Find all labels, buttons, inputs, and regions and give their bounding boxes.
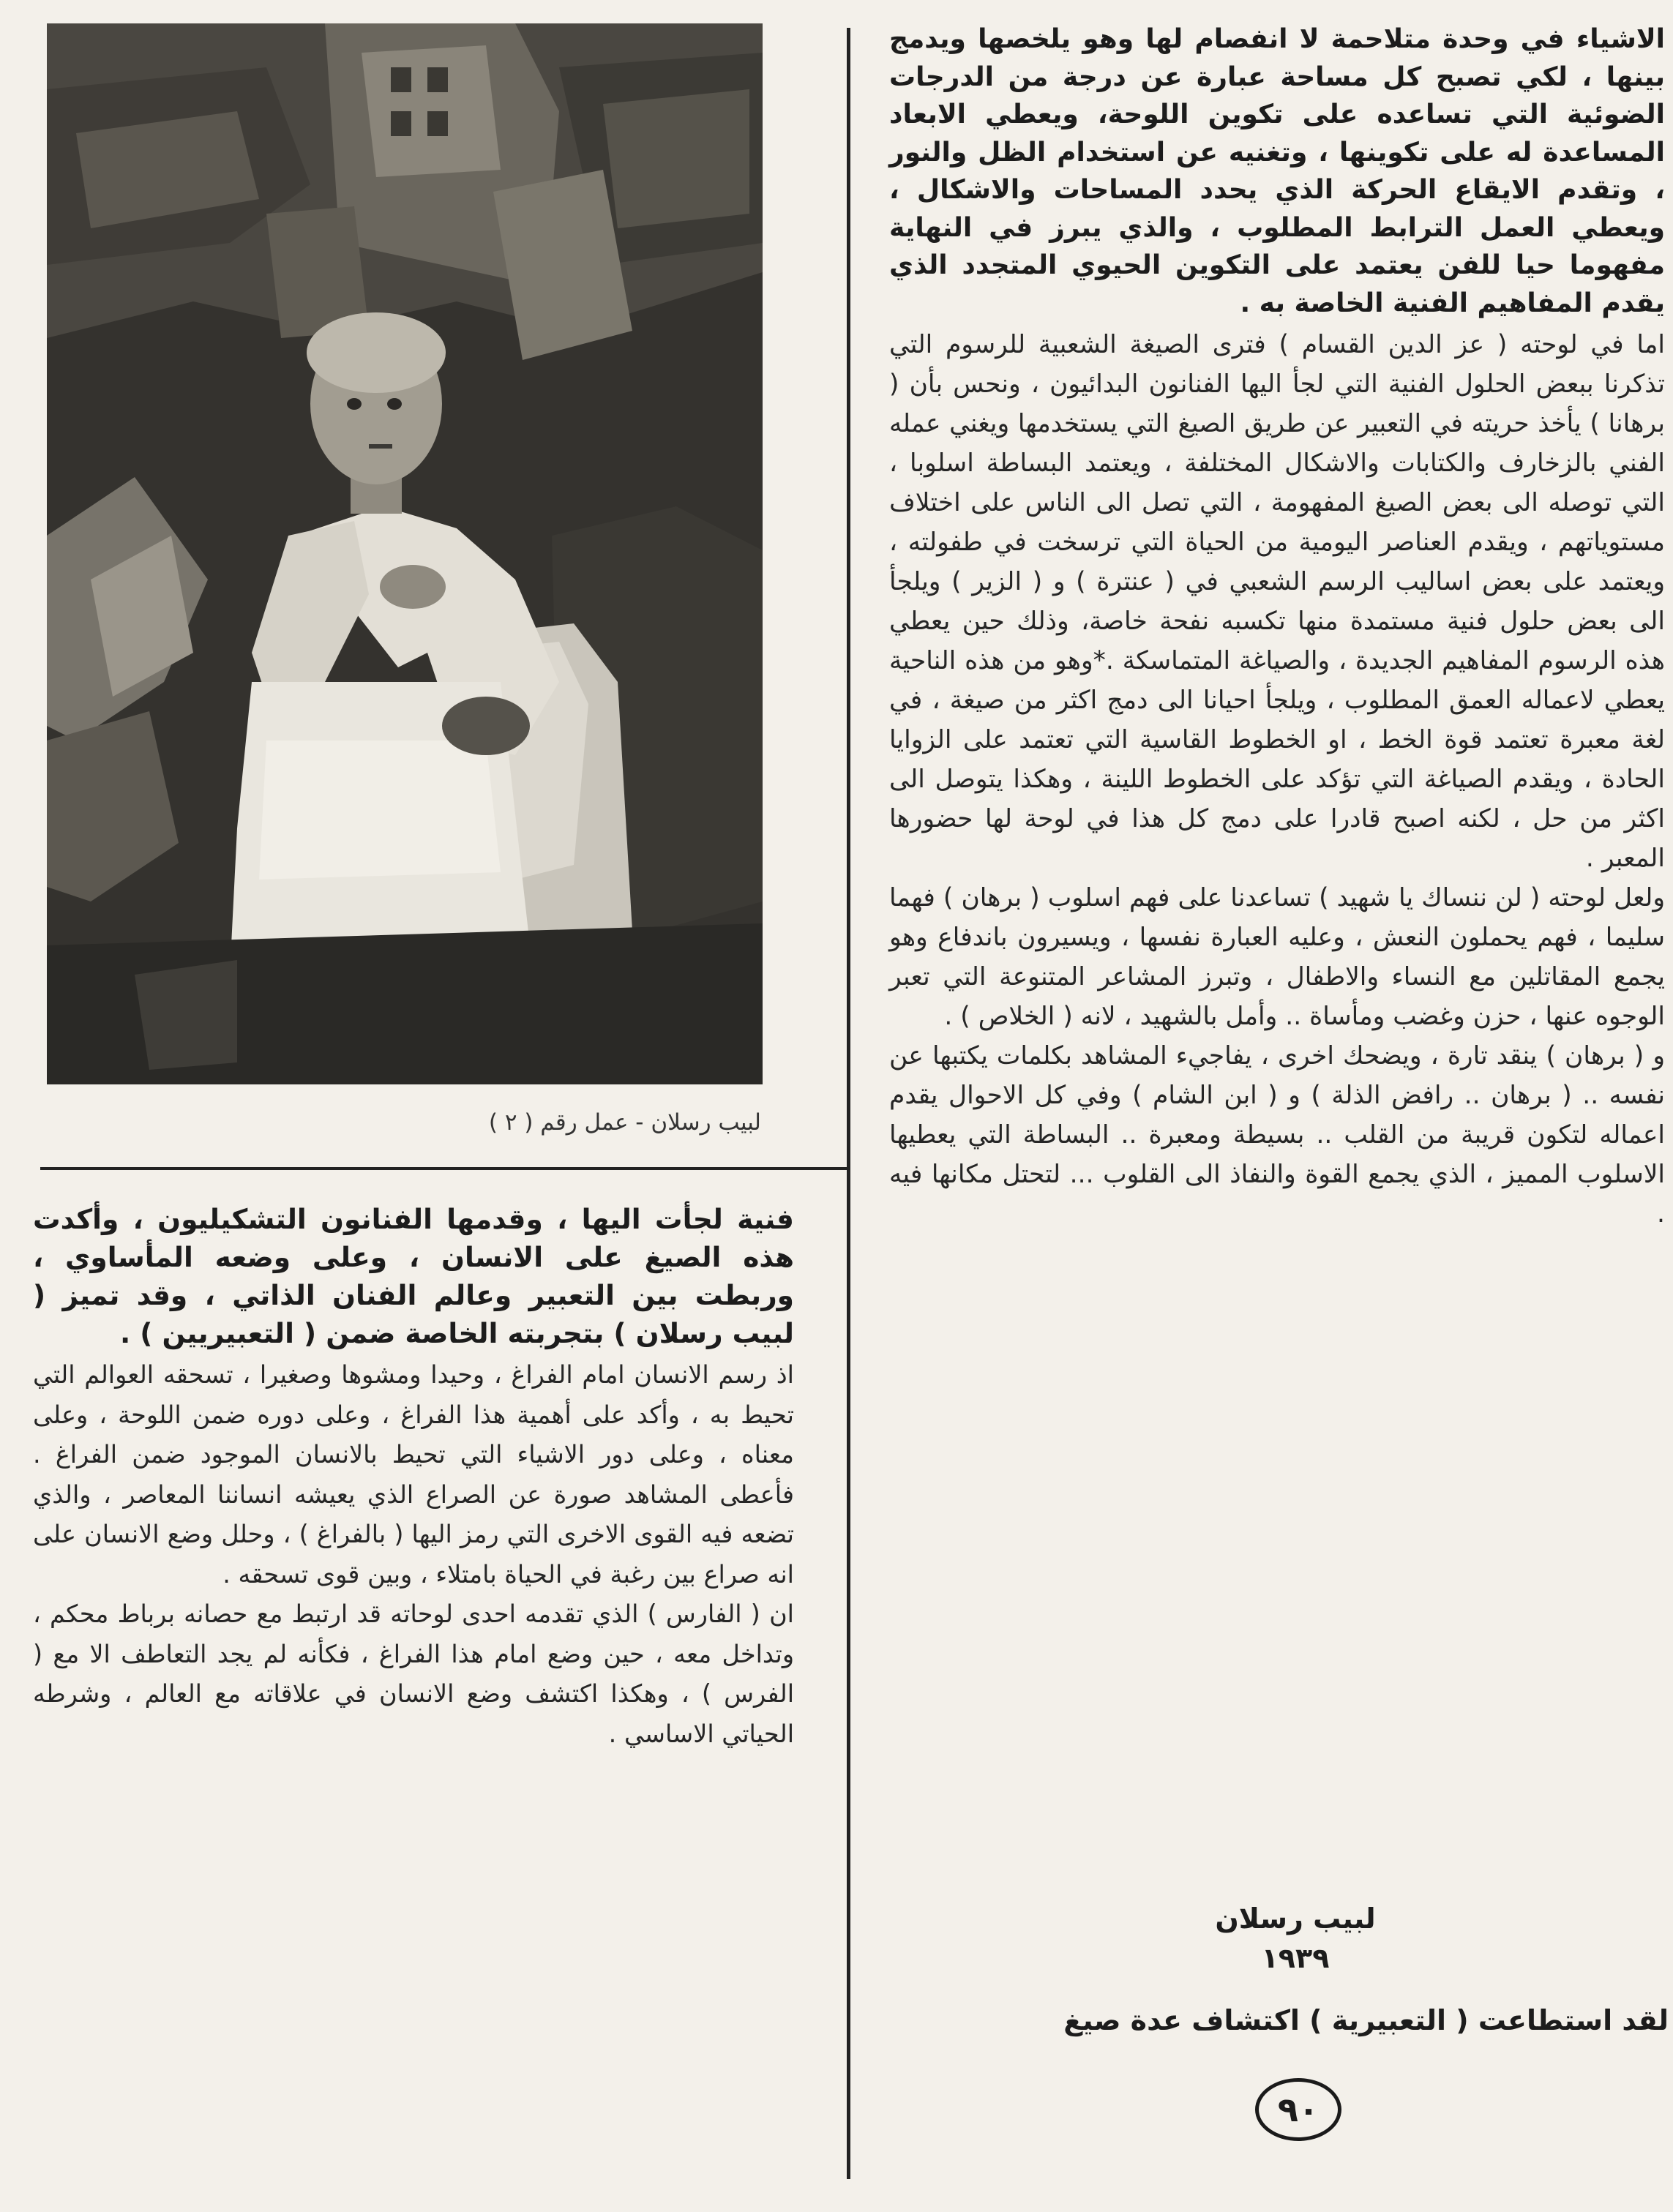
figure-caption: لبيب رسلان - عمل رقم ( ٢ ) <box>488 1109 761 1136</box>
seated-figure-painting <box>47 23 763 1084</box>
painting-image <box>47 23 763 1084</box>
author-year: ١٩٣٩ <box>1261 1942 1330 1974</box>
left-paragraph-2: اذ رسم الانسان امام الفراغ ، وحيدا ومشوها وصغيرا ، تسحقه العوالم التي تحيط به ، وأكد على أهمية هذا الفراغ ، وعلى دوره ضمن اللوحة ، وعلى معناه ، وعلى دور الاشياء التي تحيط بالانسان الموجود ضمن الفراغ . فأعطى المشاهد صورة عن الصراع الذي يعيشه انساننا المعاصر ، والذي تضعه فيه القوى الاخرى التي رمز اليها ( بالفراغ ) ، وحلل وضع الانسان على انه صراع بين رغبة في الحياة بامتلاء ، وبين قوى تسحقه . <box>33 1360 794 1589</box>
left-paragraph-1: فنية لجأت اليها ، وقدمها الفنانون التشكيليون ، وأكدت هذه الصيغ على الانسان ، وعلى وضعه المأساوي ، وربطت بين التعبير وعالم الفنان الذاتي ، وقد تميز ( لبيب رسلان ) بتجربته الخاصة ضمن ( التعبيريين ) . <box>33 1203 794 1349</box>
right-paragraph-4: و ( برهان ) ينقد تارة ، ويضحك اخرى ، يفاجيء المشاهد بكلمات يكتبها عن نفسه .. ( برهان .. رافض الذلة ) و ( ابن الشام ) وفي كل الاحوال يقدم اعماله لتكون قريبة من القلب .. بسيطة ومعبرة .. البساطة التي يعطيها الاسلوب المميز ، الذي يجمع القوة والنفاذ الى القلوب ... لتحتل مكانها فيه . <box>889 1041 1665 1229</box>
author-name: لبيب رسلان <box>1215 1902 1376 1935</box>
column-divider <box>847 28 850 2179</box>
left-column <box>33 1200 794 1754</box>
right-paragraph-1: الاشياء في وحدة متلاحمة لا انفصام لها وهو يلخصها ويدمج بينها ، لكي تصبح كل مساحة عبارة عن درجة من الدرجات الضوئية التي تساعده على تكوين اللوحة، ويعطي الابعاد المساعدة له على تكوينها ، وتغنيه عن استخدام الظل والنور ، وتقدم الايقاع الحركة الذي يحدد المساحات والاشكال ، ويعطي العمل الترابط المطلوب ، والذي يبرز في النهاية مفهوما حيا للفن يعتمد على التكوين الحيوي المتجدد الذي يقدم المفاهيم الفنية الخاصة به . <box>889 24 1665 318</box>
horizontal-divider <box>40 1167 848 1170</box>
right-column <box>889 20 1665 1234</box>
page-number <box>1255 2078 1341 2141</box>
right-paragraph-2: اما في لوحته ( عز الدين القسام ) فترى الصيغة الشعبية للرسوم التي تذكرنا ببعض الحلول الفنية التي لجأ اليها الفنانون البدائيون ، ونحس بأن ( برهانا ) يأخذ حريته في التعبير عن طريق الصيغ التي يستخدمها ويغني عمله الفني بالزخارف والكتابات والاشكال المختلفة ، ويعتمد البساطة اسلوبا ، التي توصله الى بعض الصيغ المفهومة ، التي تصل الى الناس على اختلاف مستوياتهم ، ويقدم العناصر اليومية من الحياة التي ترسخت في طفولته ، ويعتمد على بعض اساليب الرسم الشعبي في ( عنترة ) و ( الزير ) ويلجأ الى بعض حلول فنية مستمدة منها تكسبه نفحة خاصة، وذلك حين يعطي هذه الرسوم المفاهيم الجديدة ، والصياغة المتماسكة .*وهو من هذه الناحية يعطي لاعماله العمق المطلوب ، ويلجأ احيانا الى دمج اكثر من صيغة ، في لغة معبرة تعتمد قوة الخط ، او الخطوط القاسية التي تعتمد على الزوايا الحادة ، ويقدم الصياغة التي تؤكد على الخطوط اللينة ، وهكذا يتوصل الى اكثر من حل ، لكنه اصبح قادرا على دمج كل هذا في لوحة لها حضورها المعبر . <box>889 330 1665 873</box>
right-paragraph-3: ولعل لوحته ( لن ننساك يا شهيد ) تساعدنا على فهم اسلوب ( برهان ) فهما سليما ، فهم يحملون النعش ، وعليه العبارة نفسها ، ويسيرون باندفاع وهو يجمع المقاتلين مع النساء والاطفال ، وتبرز المشاعر المتنوعة التي تعبر الوجوه عنها ، حزن وغضب ومأساة .. وأمل بالشهيد ، لانه ( الخلاص ) . <box>889 883 1665 1031</box>
continued-line: لقد استطاعت ( التعبيرية ) اكتشاف عدة صيغ <box>1063 2004 1669 2036</box>
left-paragraph-3: ان ( الفارس ) الذي تقدمه احدى لوحاته قد ارتبط مع حصانه برباط محكم ، وتداخل معه ، حين وضع امام هذا الفراغ ، فكأنه لم يجد التعاطف الا مع ( الفرس ) ، وهكذا اكتشف وضع الانسان في علاقاته مع العالم ، وشرطه الحياتي الاساسي . <box>33 1600 794 1748</box>
page-number-label: ٩٠ <box>1277 2090 1320 2129</box>
author-signature <box>1134 1899 1456 1978</box>
